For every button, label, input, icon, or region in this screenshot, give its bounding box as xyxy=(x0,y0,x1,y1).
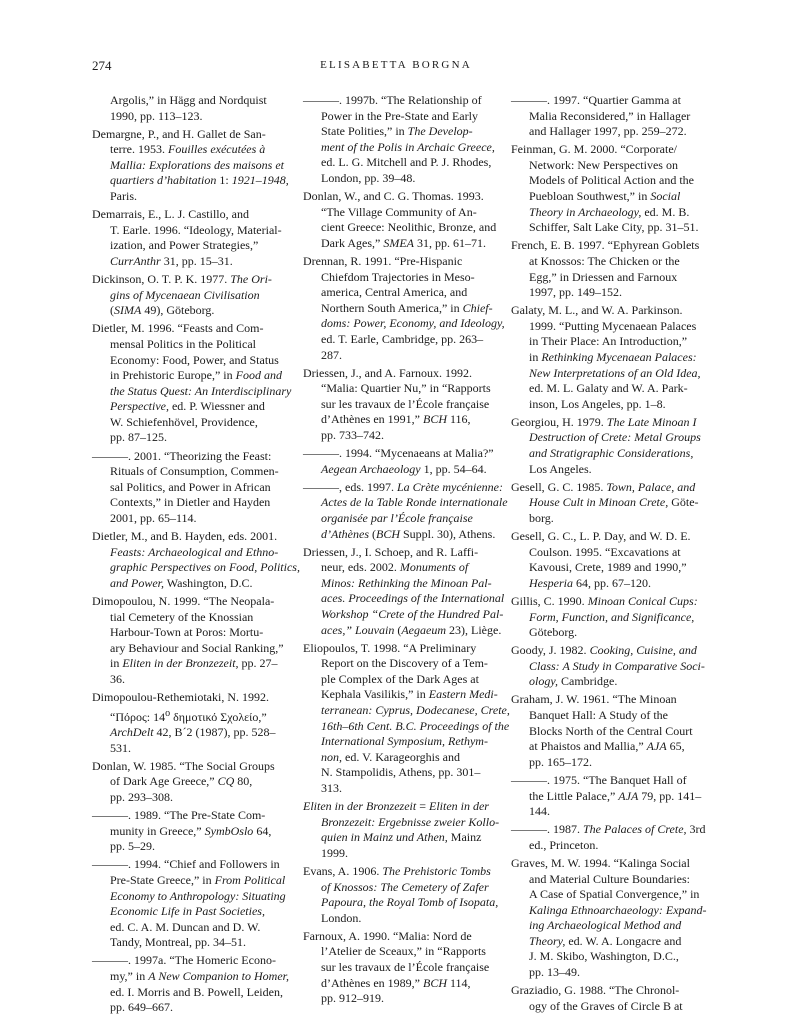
entry-line: Dark Ages,” SMEA 31, pp. 61–71. xyxy=(321,235,486,250)
bibliography-entry xyxy=(511,643,707,690)
entry-line: munity in Greece,” SymbOslo 64, xyxy=(110,823,272,838)
entry-line: 1999. xyxy=(321,845,348,860)
entry-line: 1999. “Putting Mycenaean Palaces xyxy=(529,318,697,333)
entry-line: ———. 1987. The Palaces of Crete, 3rd xyxy=(511,822,706,837)
bibliography-entry xyxy=(303,640,510,797)
entry-line: 2001, pp. 65–114. xyxy=(110,510,197,525)
entry-line: Driessen, J., and A. Farnoux. 1992. xyxy=(303,365,472,380)
bibliography-column-2 xyxy=(303,93,510,1009)
entry-line: Graham, J. W. 1961. “The Minoan xyxy=(511,692,677,707)
bibliography-entry xyxy=(92,594,288,688)
entry-line: Pre-State Greece,” in From Political xyxy=(110,873,286,887)
bibliography-entry xyxy=(511,303,707,412)
bibliography-entry xyxy=(511,238,707,300)
entry-line: sal Politics, and Power in African xyxy=(110,479,271,494)
entry-line: pp. 293–308. xyxy=(110,790,173,805)
entry-line: Gillis, C. 1990. Minoan Conical Cups: xyxy=(511,593,698,608)
entry-line: d’Athènes en 1989,” BCH 114, xyxy=(321,975,471,990)
entry-line: pp. 912–919. xyxy=(321,991,384,1006)
entry-line: neur, eds. 2002. Monuments of xyxy=(321,560,469,575)
bibliography-entry xyxy=(303,864,499,926)
entry-line: N. Stampolidis, Athens, pp. 301– xyxy=(321,765,481,780)
entry-line: Malia Reconsidered,” in Hallager xyxy=(529,108,691,123)
entry-line: London. xyxy=(321,910,362,925)
entry-line: Dimopoulou, N. 1999. “The Neopala- xyxy=(92,593,275,608)
entry-line: Graves, M. W. 1994. “Kalinga Social xyxy=(511,855,690,870)
bibliography-entry xyxy=(511,142,707,236)
bibliography-column-3 xyxy=(511,93,707,1017)
entry-line: “Malia: Quartier Nu,” in “Rapports xyxy=(321,381,491,396)
entry-line: pp. 649–667. xyxy=(110,1000,173,1015)
bibliography-entry xyxy=(92,857,288,951)
entry-line: W. Schiefenhövel, Providence, xyxy=(110,414,258,429)
entry-line: Puebloan Southwest,” in Social xyxy=(529,189,681,204)
entry-line: pp. 5–29. xyxy=(110,839,155,854)
entry-line: quartiers d’habitation 1: 1921–1948, xyxy=(110,173,289,188)
bibliography-column-1 xyxy=(92,93,300,1018)
entry-line: Driessen, J., I. Schoep, and R. Laffi- xyxy=(303,544,479,559)
entry-line: ———. 1997a. “The Homeric Econo- xyxy=(92,953,276,968)
entry-line: Chiefdom Trajectories in Meso- xyxy=(321,269,475,284)
entry-line: my,” in A New Companion to Homer, xyxy=(110,969,290,984)
entry-line: cient Greece: Neolithic, Bronze, and xyxy=(321,220,497,235)
bibliography-entry xyxy=(92,321,292,446)
bibliography-entry xyxy=(511,480,707,527)
entry-line: in Rethinking Mycenaean Palaces: xyxy=(529,350,697,364)
entry-line: International Symposium, Rethym- xyxy=(321,734,488,749)
entry-line: J. M. Skibo, Washington, D.C., xyxy=(529,949,679,964)
entry-line: Feinman, G. M. 2000. “Corporate/ xyxy=(511,142,677,157)
entry-line: Demarrais, E., L. J. Castillo, and xyxy=(92,207,249,222)
entry-line: and Power, Washington, D.C. xyxy=(110,575,253,590)
entry-line: 531. xyxy=(110,740,131,755)
bibliography-entry xyxy=(511,822,707,853)
entry-line: ed. T. Earle, Cambridge, pp. 263– xyxy=(321,331,484,346)
entry-line: l’Atelier de Sceaux,” in “Rapports xyxy=(321,944,486,959)
entry-line: tial Cemetery of the Knossian xyxy=(110,609,254,624)
entry-line: London, pp. 39–48. xyxy=(321,170,416,185)
bibliography-entry xyxy=(303,189,499,251)
entry-line: terranean: Cyprus, Dodecanese, Crete, xyxy=(321,703,510,718)
entry-line: graphic Perspectives on Food, Politics, xyxy=(110,560,300,575)
bibliography-entry xyxy=(511,983,707,1014)
entry-line: ———. 2001. “Theorizing the Feast: xyxy=(92,448,272,463)
entry-line: mensal Politics in the Political xyxy=(110,336,256,351)
entry-line: Mallia: Explorations des maisons et xyxy=(110,157,284,172)
entry-line: Kalinga Ethnoarchaeology: Expand- xyxy=(529,902,707,917)
entry-line: aces. Proceedings of the International xyxy=(321,591,505,606)
entry-line: Göteborg. xyxy=(529,625,578,640)
entry-line: Economic Life in Past Societies, xyxy=(110,904,265,919)
entry-line: Donlan, W., and C. G. Thomas. 1993. xyxy=(303,189,484,204)
entry-line: French, E. B. 1997. “Ephyrean Goblets xyxy=(511,238,700,253)
entry-line: Papoura, the Royal Tomb of Isopata, xyxy=(321,895,499,910)
entry-line: borg. xyxy=(529,510,554,525)
entry-line: Aegean Archaeology 1, pp. 54–64. xyxy=(321,461,487,476)
entry-line: T. Earle. 1996. “Ideology, Material- xyxy=(110,222,282,237)
entry-line: 287. xyxy=(321,347,342,362)
entry-line: terre. 1953. Fouilles exécutées à xyxy=(110,142,266,157)
entry-line: Galaty, M. L., and W. A. Parkinson. xyxy=(511,303,683,318)
entry-line: Banquet Hall: A Study of the xyxy=(529,708,668,723)
entry-line: Goody, J. 1982. Cooking, Cuisine, and xyxy=(511,643,697,658)
entry-line: Donlan, W. 1985. “The Social Groups xyxy=(92,758,275,773)
page-header xyxy=(92,58,700,78)
entry-line: at Knossos: The Chicken or the xyxy=(529,253,680,268)
entry-line: ———. 1997. “Quartier Gamma at xyxy=(511,93,681,107)
entry-line: ———. 1989. “The Pre-State Com- xyxy=(92,808,266,823)
entry-line: pp. 165–172. xyxy=(529,754,592,769)
entry-line: Actes de la Table Ronde internationale xyxy=(321,495,508,510)
entry-line: Form, Function, and Significance, xyxy=(529,609,695,624)
entry-line: Northern South America,” in Chief- xyxy=(321,300,493,315)
bibliography-entry xyxy=(303,366,499,444)
entry-line: Rituals of Consumption, Commen- xyxy=(110,464,279,479)
entry-line: and Stratigraphic Considerations, xyxy=(529,446,694,461)
entry-line: Kephala Vasilikis,” in Eastern Medi- xyxy=(321,687,498,702)
entry-line: Eliten in der Bronzezeit = Eliten in der xyxy=(303,799,489,814)
entry-line: organisée par l’École française xyxy=(321,510,473,525)
entry-line: 1990, pp. 113–123. xyxy=(110,108,203,123)
bibliography-entry xyxy=(511,692,707,770)
entry-line: Dietler, M., and B. Hayden, eds. 2001. xyxy=(92,529,278,544)
entry-line: ology, Cambridge. xyxy=(529,674,618,689)
entry-line: Argolis,” in Hägg and Nordquist xyxy=(110,93,267,107)
bibliography-entry xyxy=(303,799,499,861)
entry-line: Feasts: Archaeological and Ethno- xyxy=(110,544,279,559)
running-head: ELISABETTA BORGNA xyxy=(320,59,472,71)
entry-line: in Eliten in der Bronzezeit, pp. 27– xyxy=(110,656,278,671)
entry-line: Farnoux, A. 1990. “Malia: Nord de xyxy=(303,928,472,943)
entry-line: “Πόρος: $14^o$ δημοτικό Σχολείο,” xyxy=(110,707,267,724)
bibliography-entry xyxy=(511,529,707,591)
entry-line: Evans, A. 1906. The Prehistoric Tombs xyxy=(303,864,491,878)
entry-line: Economy: Food, Power, and Status xyxy=(110,352,279,367)
entry-line: 1997, pp. 149–152. xyxy=(529,285,622,300)
entry-line: Theory, ed. W. A. Longacre and xyxy=(529,933,682,948)
entry-line: america, Central America, and xyxy=(321,285,468,300)
entry-line: inson, Los Angeles, pp. 1–8. xyxy=(529,396,666,411)
entry-line: Gesell, G. C. 1985. Town, Palace, and xyxy=(511,479,696,494)
entry-line: Dickinson, O. T. P. K. 1977. The Ori- xyxy=(92,272,272,287)
bibliography-entry xyxy=(92,93,288,124)
entry-line: Workshop “Crete of the Hundred Pal- xyxy=(321,607,504,621)
entry-line: Drennan, R. 1991. “Pre-Hispanic xyxy=(303,253,463,268)
entry-line: ple Complex of the Dark Ages at xyxy=(321,671,479,686)
entry-line: Schiffer, Salt Lake City, pp. 31–51. xyxy=(529,220,699,235)
entry-line: ary Behaviour and Social Ranking,” xyxy=(110,640,284,655)
bibliography-entry xyxy=(92,808,288,855)
entry-line: Dimopoulou-Rethemiotaki, N. 1992. xyxy=(92,689,269,704)
entry-line: Minos: Rethinking the Minoan Pal- xyxy=(321,575,492,590)
entry-line: ogy of the Graves of Circle B at xyxy=(529,998,683,1013)
bibliography-entry xyxy=(92,759,288,806)
bibliography-entry xyxy=(92,953,288,1015)
entry-line: Destruction of Crete: Metal Groups xyxy=(529,430,701,445)
entry-line: ———. 1994. “Mycenaeans at Malia?” xyxy=(303,446,494,461)
entry-line: Bronzezeit: Ergebnisse zweier Kollo- xyxy=(321,814,500,829)
entry-line: gins of Mycenaean Civilisation xyxy=(110,287,260,302)
entry-line: Network: New Perspectives on xyxy=(529,157,678,172)
bibliography-entry xyxy=(511,773,707,820)
entry-line: State Polities,” in The Develop- xyxy=(321,124,473,139)
entry-line: Class: A Study in Comparative Soci- xyxy=(529,658,705,673)
entry-line: d’Athènes en 1991,” BCH 116, xyxy=(321,412,471,427)
bibliography-entry xyxy=(511,856,707,981)
entry-line: ed. M. L. Galaty and W. A. Park- xyxy=(529,381,688,396)
entry-line: Report on the Discovery of a Tem- xyxy=(321,656,488,671)
entry-line: CurrAnthr 31, pp. 15–31. xyxy=(110,253,233,268)
entry-line: Paris. xyxy=(110,189,137,204)
entry-line: of Dark Age Greece,” CQ 80, xyxy=(110,774,253,789)
entry-line: sur les travaux de l’École française xyxy=(321,396,490,411)
entry-line: Models of Political Action and the xyxy=(529,173,694,188)
entry-line: ed., Princeton. xyxy=(529,837,599,852)
bibliography-entry xyxy=(303,479,508,542)
entry-line: A Case of Spatial Convergence,” in xyxy=(529,887,700,902)
entry-line: Gesell, G. C., L. P. Day, and W. D. E. xyxy=(511,529,691,544)
entry-line: ArchDelt 42, B´2 (1987), pp. 528– xyxy=(110,725,276,740)
bibliography-entry xyxy=(511,93,707,140)
entry-line: pp. 87–125. xyxy=(110,430,167,445)
entry-line: and Hallager 1997, pp. 259–272. xyxy=(529,124,687,139)
bibliography-entry xyxy=(303,253,505,363)
entry-line: the Little Palace,” AJA 79, pp. 141– xyxy=(529,788,702,803)
entry-line: Egg,” in Driessen and Farnoux xyxy=(529,269,678,284)
entry-line: in Their Place: An Introduction,” xyxy=(529,334,688,349)
bibliography-entry xyxy=(303,544,505,639)
entry-line: New Interpretations of an Old Idea, xyxy=(529,365,701,380)
entry-line: Harbour-Town at Poros: Mortu- xyxy=(110,625,264,640)
bibliography-entry xyxy=(92,529,300,591)
bibliography-entry xyxy=(303,446,499,477)
entry-line: ———. 1997b. “The Relationship of xyxy=(303,93,482,107)
entry-line: Kavousi, Crete, 1989 and 1990,” xyxy=(529,560,687,575)
entry-line: 36. xyxy=(110,671,125,686)
entry-line: House Cult in Minoan Crete, Göte- xyxy=(529,495,699,510)
bibliography-entry xyxy=(511,594,707,641)
bibliography-entry xyxy=(303,93,499,187)
entry-line: ization, and Power Strategies,” xyxy=(110,238,259,253)
entry-line: aces,” Louvain (Aegaeum 23), Liège. xyxy=(321,622,502,637)
entry-line: “The Village Community of An- xyxy=(321,204,477,219)
entry-line: Contexts,” in Dietler and Hayden xyxy=(110,495,271,510)
entry-line: Los Angeles. xyxy=(529,461,592,476)
entry-line: and Material Culture Boundaries: xyxy=(529,871,690,886)
bibliography-entry xyxy=(92,207,288,269)
entry-line: sur les travaux de l’École française xyxy=(321,960,490,975)
entry-line: Tandy, Montreal, pp. 34–51. xyxy=(110,935,247,950)
entry-line: 16th–6th Cent. B.C. Proceedings of the xyxy=(321,718,510,733)
bibliography-entry xyxy=(92,690,288,756)
entry-line: (SIMA 49), Göteborg. xyxy=(110,303,215,318)
entry-line: pp. 733–742. xyxy=(321,427,384,442)
bibliography-entry xyxy=(511,415,707,477)
bibliography-entry xyxy=(92,272,288,319)
entry-line: Theory in Archaeology, ed. M. B. xyxy=(529,204,690,219)
entry-line: non, ed. V. Karageorghis and xyxy=(321,749,460,764)
entry-line: Blocks North of the Central Court xyxy=(529,723,693,738)
entry-line: the Status Quest: An Interdisciplinary xyxy=(110,383,292,398)
entry-line: ed. I. Morris and B. Powell, Leiden, xyxy=(110,984,283,999)
entry-line: in Prehistoric Europe,” in Food and xyxy=(110,368,282,383)
entry-line: 313. xyxy=(321,781,342,796)
entry-line: d’Athènes (BCH Suppl. 30), Athens. xyxy=(321,526,496,541)
bibliography-entry xyxy=(303,929,499,1007)
entry-line: ed. C. A. M. Duncan and D. W. xyxy=(110,919,261,934)
entry-line: ed. L. G. Mitchell and P. J. Rhodes, xyxy=(321,155,492,170)
entry-line: ment of the Polis in Archaic Greece, xyxy=(321,139,495,154)
entry-line: pp. 13–49. xyxy=(529,965,580,980)
entry-line: ———. 1994. “Chief and Followers in xyxy=(92,857,280,872)
entry-line: Economy to Anthropology: Situating xyxy=(110,888,286,903)
entry-line: Perspective, ed. P. Wiessner and xyxy=(110,399,265,414)
bibliography-entry xyxy=(92,449,288,527)
entry-line: at Phaistos and Mallia,” AJA 65, xyxy=(529,739,685,754)
entry-line: Eliopoulos, T. 1998. “A Preliminary xyxy=(303,640,477,655)
entry-line: ———, eds. 1997. La Crète mycénienne: xyxy=(303,479,503,494)
entry-line: ———. 1975. “The Banquet Hall of xyxy=(511,772,687,787)
entry-line: Graziadio, G. 1988. “The Chronol- xyxy=(511,983,680,998)
entry-line: Georgiou, H. 1979. The Late Minoan I xyxy=(511,414,697,429)
entry-line: quien in Mainz und Athen, Mainz xyxy=(321,830,482,845)
entry-line: Power in the Pre-State and Early xyxy=(321,108,478,123)
bibliography-entry xyxy=(92,127,288,205)
entry-line: 144. xyxy=(529,804,550,819)
page-number: 274 xyxy=(92,58,112,73)
entry-line: Demargne, P., and H. Gallet de San- xyxy=(92,126,266,141)
entry-line: Coulson. 1995. “Excavations at xyxy=(529,544,681,559)
entry-line: Dietler, M. 1996. “Feasts and Com- xyxy=(92,321,264,336)
entry-line: doms: Power, Economy, and Ideology, xyxy=(321,316,505,331)
entry-line: of Knossos: The Cemetery of Zafer xyxy=(321,879,489,894)
entry-line: ing Archaeological Method and xyxy=(529,918,682,933)
entry-line: Hesperia 64, pp. 67–120. xyxy=(529,575,651,590)
